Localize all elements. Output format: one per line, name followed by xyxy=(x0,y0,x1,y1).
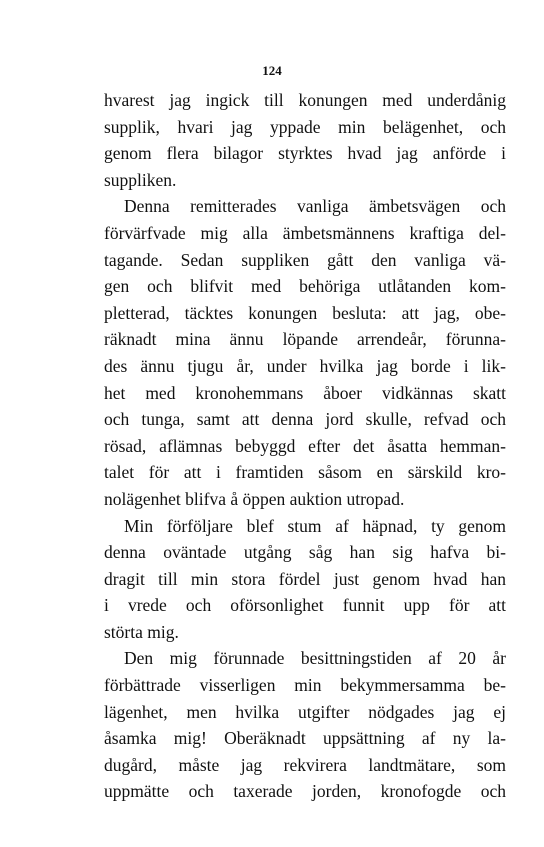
text-line: talet för att i framtiden såsom en särskild kro- xyxy=(104,462,506,483)
text-line: dugård, måste jag rekvirera landtmätare, som xyxy=(104,754,506,775)
text-line: dragit till min stora fördel just genom hvad han xyxy=(104,568,506,589)
text-line: gen och blifvit med behöriga utlåtanden kom- xyxy=(104,276,506,297)
text-line: rösad, aflämnas bebyggd efter det åsatta hemman- xyxy=(104,435,506,456)
text-line: förbättrade visserligen min bekymmersamma be- xyxy=(104,675,506,696)
text-line: lägenhet, men hvilka utgifter nödgades jag ej xyxy=(104,701,506,722)
text-line: suppliken. xyxy=(104,169,177,190)
text-line: des ännu tjugu år, under hvilka jag borde i lik- xyxy=(104,355,506,376)
text-line: i vrede och oförsonlighet funnit upp för att xyxy=(104,595,506,616)
text-line: och tunga, samt att denna jord skulle, refvad och xyxy=(104,409,506,430)
text-line: uppmätte och taxerade jorden, kronofogde och xyxy=(104,781,506,802)
text-line: pletterad, täcktes konungen besluta: att jag, obe- xyxy=(104,302,506,323)
text-line: tagande. Sedan suppliken gått den vanliga vä- xyxy=(104,249,506,270)
text-line: het med kronohemmans åboer vidkännas skatt xyxy=(104,382,506,403)
text-line: supplik, hvari jag yppade min belägenhet, och xyxy=(104,116,506,137)
text-line: denna oväntade utgång såg han sig hafva bi- xyxy=(104,542,506,563)
text-line: genom flera bilagor styrktes hvad jag anförde i xyxy=(104,143,506,164)
body-text xyxy=(104,87,506,805)
text-line: störta mig. xyxy=(104,621,179,642)
text-line: Den mig förunnade besittningstiden af 20 år xyxy=(124,648,506,669)
text-line: Min förföljare blef stum af häpnad, ty genom xyxy=(124,515,506,536)
text-line: räknadt mina ännu löpande arrendeår, förunna- xyxy=(104,329,506,350)
page-number: 124 xyxy=(262,63,282,78)
text-line: nolägenhet blifva å öppen auktion utropad. xyxy=(104,488,405,509)
text-line: hvarest jag ingick till konungen med underdånig xyxy=(104,90,506,110)
text-line: Denna remitterades vanliga ämbetsvägen och xyxy=(124,196,506,217)
text-line: förvärfvade mig alla ämbetsmännens kraftiga del- xyxy=(104,222,506,243)
text-line: åsamka mig! Oberäknadt uppsättning af ny la- xyxy=(104,728,506,749)
